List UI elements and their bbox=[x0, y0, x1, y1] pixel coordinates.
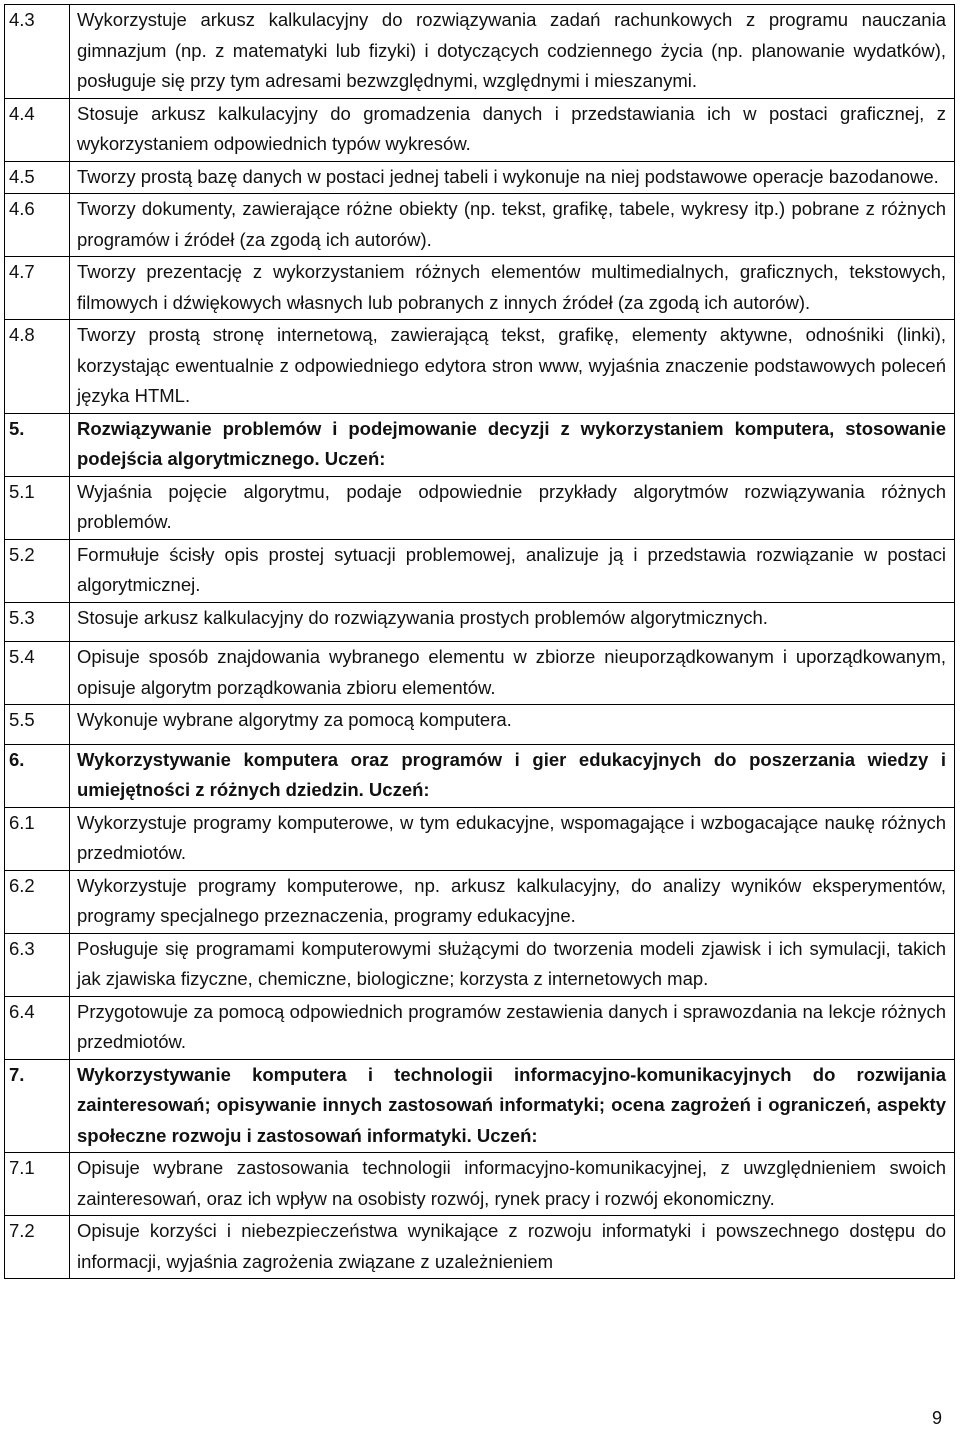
row-text: Stosuje arkusz kalkulacyjny do rozwiązywania prostych problemów algorytmicznych. bbox=[70, 602, 955, 642]
section-heading: Wykorzystywanie komputera i technologii informacyjno-komunikacyjnych do rozwijania zainteresowań; opisywanie innych zastosowań informatyki; ocena zagrożeń i ograniczeń, aspekty społeczne rozwoju i zastosowań informatyki. Uczeń: bbox=[70, 1059, 955, 1153]
table-row bbox=[5, 98, 955, 161]
table-row bbox=[5, 320, 955, 414]
table-row bbox=[5, 870, 955, 933]
row-text: Stosuje arkusz kalkulacyjny do gromadzenia danych i przedstawiania ich w postaci graficznej, z wykorzystaniem odpowiednich typów wykresów. bbox=[70, 98, 955, 161]
table-row bbox=[5, 257, 955, 320]
row-text: Tworzy prezentację z wykorzystaniem różnych elementów multimedialnych, graficznych, tekstowych, filmowych i dźwiękowych własnych lub pobranych z innych źródeł (za zgodą ich autorów). bbox=[70, 257, 955, 320]
row-number: 6.3 bbox=[5, 933, 70, 996]
row-number: 5.4 bbox=[5, 642, 70, 705]
section-heading: Wykorzystywanie komputera oraz programów i gier edukacyjnych do poszerzania wiedzy i umiejętności z różnych dziedzin. Uczeń: bbox=[70, 744, 955, 807]
table-row bbox=[5, 705, 955, 745]
row-text: Wyjaśnia pojęcie algorytmu, podaje odpowiednie przykłady algorytmów rozwiązywania różnych problemów. bbox=[70, 476, 955, 539]
table-row bbox=[5, 602, 955, 642]
table-row bbox=[5, 1153, 955, 1216]
row-number: 4.6 bbox=[5, 194, 70, 257]
section-heading-row bbox=[5, 744, 955, 807]
section-number: 5. bbox=[5, 413, 70, 476]
row-number: 4.7 bbox=[5, 257, 70, 320]
row-number: 6.1 bbox=[5, 807, 70, 870]
row-text: Opisuje wybrane zastosowania technologii informacyjno-komunikacyjnej, z uwzględnieniem swoich zainteresowań, oraz ich wpływ na osobisty rozwój, rynek pracy i rozwój ekonomiczny. bbox=[70, 1153, 955, 1216]
row-text: Tworzy prostą stronę internetową, zawierającą tekst, grafikę, elementy aktywne, odnośniki (linki), korzystając ewentualnie z odpowiedniego edytora stron www, wyjaśnia znaczenie podstawowych poleceń języka HTML. bbox=[70, 320, 955, 414]
row-text: Wykonuje wybrane algorytmy za pomocą komputera. bbox=[70, 705, 955, 745]
row-number: 5.5 bbox=[5, 705, 70, 745]
row-text: Tworzy prostą bazę danych w postaci jednej tabeli i wykonuje na niej podstawowe operacje bazodanowe. bbox=[70, 161, 955, 194]
table-row bbox=[5, 807, 955, 870]
section-heading-row bbox=[5, 413, 955, 476]
page-number: 9 bbox=[931, 1408, 942, 1428]
table-row bbox=[5, 933, 955, 996]
section-number: 7. bbox=[5, 1059, 70, 1153]
row-text: Formułuje ścisły opis prostej sytuacji problemowej, analizuje ją i przedstawia rozwiązanie w postaci algorytmicznej. bbox=[70, 539, 955, 602]
row-text: Przygotowuje za pomocą odpowiednich programów zestawienia danych i sprawozdania na lekcje różnych przedmiotów. bbox=[70, 996, 955, 1059]
curriculum-table bbox=[4, 4, 955, 1279]
row-number: 6.2 bbox=[5, 870, 70, 933]
row-number: 5.3 bbox=[5, 602, 70, 642]
row-number: 4.3 bbox=[5, 5, 70, 99]
row-number: 4.4 bbox=[5, 98, 70, 161]
row-text: Opisuje korzyści i niebezpieczeństwa wynikające z rozwoju informatyki i powszechnego dostępu do informacji, wyjaśnia zagrożenia związane z uzależnieniem bbox=[70, 1216, 955, 1279]
row-text: Posługuje się programami komputerowymi służącymi do tworzenia modeli zjawisk i ich symulacji, takich jak zjawiska fizyczne, chemiczne, biologiczne; korzysta z internetowych map. bbox=[70, 933, 955, 996]
section-heading-row bbox=[5, 1059, 955, 1153]
row-text: Tworzy dokumenty, zawierające różne obiekty (np. tekst, grafikę, tabele, wykresy itp.) pobrane z różnych programów i źródeł (za zgodą ich autorów). bbox=[70, 194, 955, 257]
section-heading: Rozwiązywanie problemów i podejmowanie decyzji z wykorzystaniem komputera, stosowanie podejścia algorytmicznego. Uczeń: bbox=[70, 413, 955, 476]
section-number: 6. bbox=[5, 744, 70, 807]
table-row bbox=[5, 1216, 955, 1279]
row-number: 5.1 bbox=[5, 476, 70, 539]
table-row bbox=[5, 476, 955, 539]
table-row bbox=[5, 996, 955, 1059]
row-text: Wykorzystuje programy komputerowe, w tym edukacyjne, wspomagające i wzbogacające naukę różnych przedmiotów. bbox=[70, 807, 955, 870]
row-number: 7.2 bbox=[5, 1216, 70, 1279]
row-number: 6.4 bbox=[5, 996, 70, 1059]
row-number: 5.2 bbox=[5, 539, 70, 602]
table-row bbox=[5, 539, 955, 602]
row-text: Wykorzystuje programy komputerowe, np. arkusz kalkulacyjny, do analizy wyników eksperymentów, programy specjalnego przeznaczenia, programy edukacyjne. bbox=[70, 870, 955, 933]
row-number: 7.1 bbox=[5, 1153, 70, 1216]
row-text: Wykorzystuje arkusz kalkulacyjny do rozwiązywania zadań rachunkowych z programu nauczania gimnazjum (np. z matematyki lub fizyki) i dotyczących codziennego życia (np. planowanie wydatków), posługuje się przy tym adresami bezwzględnymi, względnymi i mieszanymi. bbox=[70, 5, 955, 99]
table-row bbox=[5, 642, 955, 705]
table-row bbox=[5, 161, 955, 194]
table-row bbox=[5, 194, 955, 257]
table-row bbox=[5, 5, 955, 99]
row-number: 4.8 bbox=[5, 320, 70, 414]
row-text: Opisuje sposób znajdowania wybranego elementu w zbiorze nieuporządkowanym i uporządkowanym, opisuje algorytm porządkowania zbioru elementów. bbox=[70, 642, 955, 705]
row-number: 4.5 bbox=[5, 161, 70, 194]
